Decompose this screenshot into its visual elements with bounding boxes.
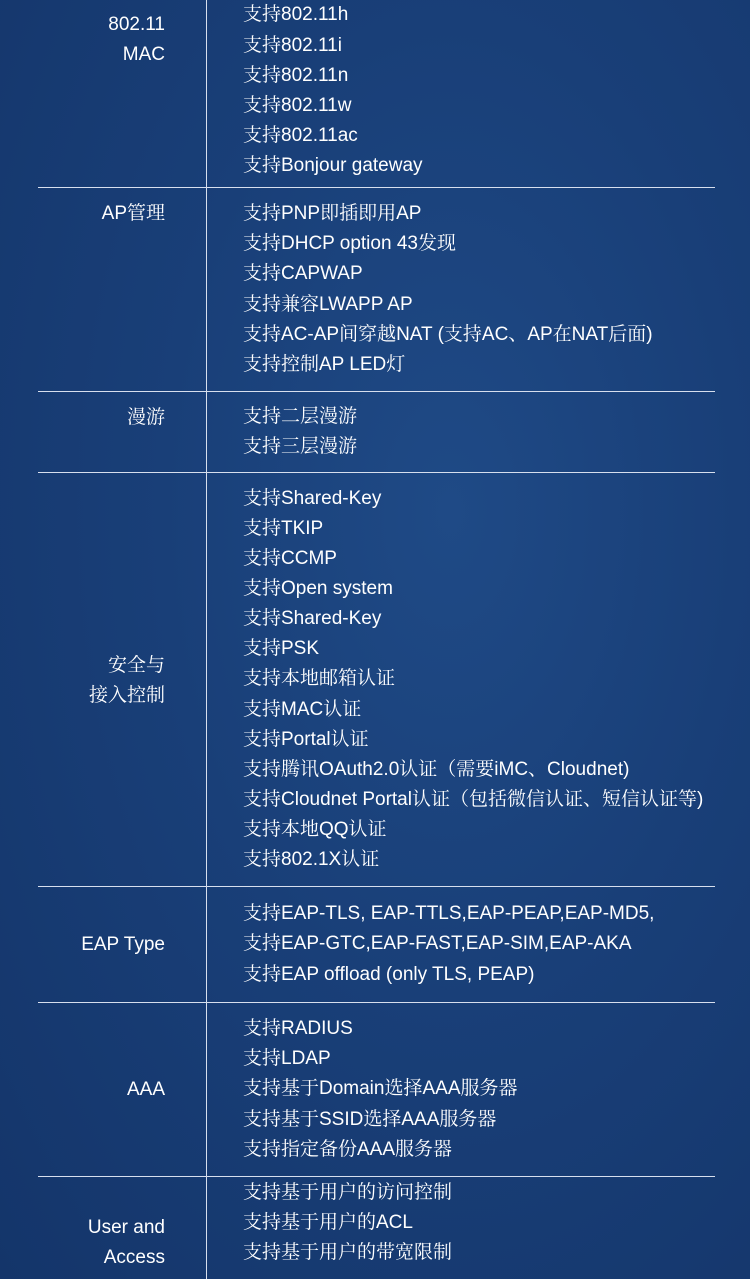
row-item: 支持Cloudnet Portal认证（包括微信认证、短信认证等): [243, 788, 704, 810]
row-items: [243, 1177, 452, 1279]
spec-row-ap-management: [38, 188, 715, 392]
row-item: 支持802.1X认证: [243, 849, 380, 871]
row-label-line: User and: [87, 1217, 165, 1238]
row-items: [243, 1003, 518, 1176]
row-item: 支持本地邮箱认证: [243, 668, 396, 690]
row-item: 支持802.11i: [243, 34, 342, 56]
row-item: 支持802.11h: [243, 4, 349, 26]
column-divider: [206, 0, 207, 187]
row-item: 支持CCMP: [243, 548, 337, 570]
row-item: 支持EAP-TLS, EAP-TTLS,EAP-PEAP,EAP-MD5,: [243, 903, 655, 925]
row-items: [243, 188, 653, 391]
row-item: 支持本地QQ认证: [243, 818, 387, 840]
row-label: [38, 1003, 206, 1176]
row-item: 支持PNP即插即用AP: [243, 203, 422, 225]
column-divider: [206, 392, 207, 472]
column-divider: [206, 188, 207, 391]
row-item: 支持Open system: [243, 578, 393, 600]
row-item: 支持TKIP: [243, 517, 324, 539]
row-label-line: MAC: [122, 43, 165, 65]
row-items: [243, 473, 703, 886]
column-divider: [206, 1177, 207, 1279]
row-item: 支持Bonjour gateway: [243, 154, 423, 176]
row-item: 支持基于SSID选择AAA服务器: [243, 1108, 497, 1130]
row-label-line: 漫游: [126, 407, 165, 428]
spec-row-802-11-mac: [38, 0, 715, 188]
row-items: [243, 0, 423, 187]
row-item: 支持兼容LWAPP AP: [243, 293, 413, 315]
row-items: [243, 887, 654, 1002]
row-item: 支持MAC认证: [243, 698, 362, 720]
row-label-line: Access: [103, 1247, 165, 1268]
row-label: [38, 392, 206, 472]
row-item: 支持RADIUS: [243, 1018, 353, 1040]
row-items: [243, 392, 357, 472]
row-item: 支持CAPWAP: [243, 263, 363, 285]
row-item: 支持DHCP option 43发现: [243, 233, 456, 255]
row-item: 支持基于用户的带宽限制: [243, 1242, 453, 1264]
spec-row-user-and-access: [38, 1177, 715, 1279]
row-label-line: AP管理: [101, 203, 165, 224]
row-label: [38, 473, 206, 886]
row-label: [38, 887, 206, 1002]
row-item: 支持AC-AP间穿越NAT (支持AC、AP在NAT后面): [243, 323, 653, 345]
row-label: [38, 188, 206, 391]
column-divider: [206, 1003, 207, 1176]
spec-row-aaa: [38, 1003, 715, 1177]
spec-row-security-access-control: [38, 473, 715, 887]
column-divider: [206, 887, 207, 1002]
spec-row-roaming: [38, 392, 715, 473]
row-item: 支持基于用户的ACL: [243, 1212, 413, 1234]
row-item: 支持802.11n: [243, 64, 349, 86]
row-item: 支持三层漫游: [243, 436, 358, 457]
row-label-line: 安全与: [107, 654, 165, 676]
row-item: 支持802.11ac: [243, 124, 358, 146]
row-item: 支持Portal认证: [243, 728, 369, 750]
row-item: 支持指定备份AAA服务器: [243, 1138, 453, 1160]
row-item: 支持802.11w: [243, 94, 352, 116]
row-item: 支持基于Domain选择AAA服务器: [243, 1078, 518, 1100]
row-item: 支持Shared-Key: [243, 608, 382, 630]
row-label-line: EAP Type: [81, 933, 165, 955]
spec-row-eap-type: [38, 887, 715, 1003]
row-item: 支持基于用户的访问控制: [243, 1182, 453, 1203]
row-label-line: AAA: [126, 1078, 165, 1100]
row-item: 支持EAP offload (only TLS, PEAP): [243, 963, 535, 985]
row-item: 支持Shared-Key: [243, 487, 382, 509]
row-item: 支持控制AP LED灯: [243, 353, 406, 375]
row-item: 支持腾讯OAuth2.0认证（需要iMC、Cloudnet): [243, 758, 630, 780]
row-item: 支持二层漫游: [243, 405, 358, 427]
column-divider: [206, 473, 207, 886]
row-label-line: 802.11: [108, 13, 165, 35]
row-item: 支持LDAP: [243, 1048, 331, 1070]
row-item: 支持EAP-GTC,EAP-FAST,EAP-SIM,EAP-AKA: [243, 933, 632, 955]
row-label-line: 接入控制: [88, 684, 165, 706]
row-label: [38, 0, 206, 187]
row-label: [38, 1177, 206, 1279]
row-item: 支持PSK: [243, 638, 320, 660]
